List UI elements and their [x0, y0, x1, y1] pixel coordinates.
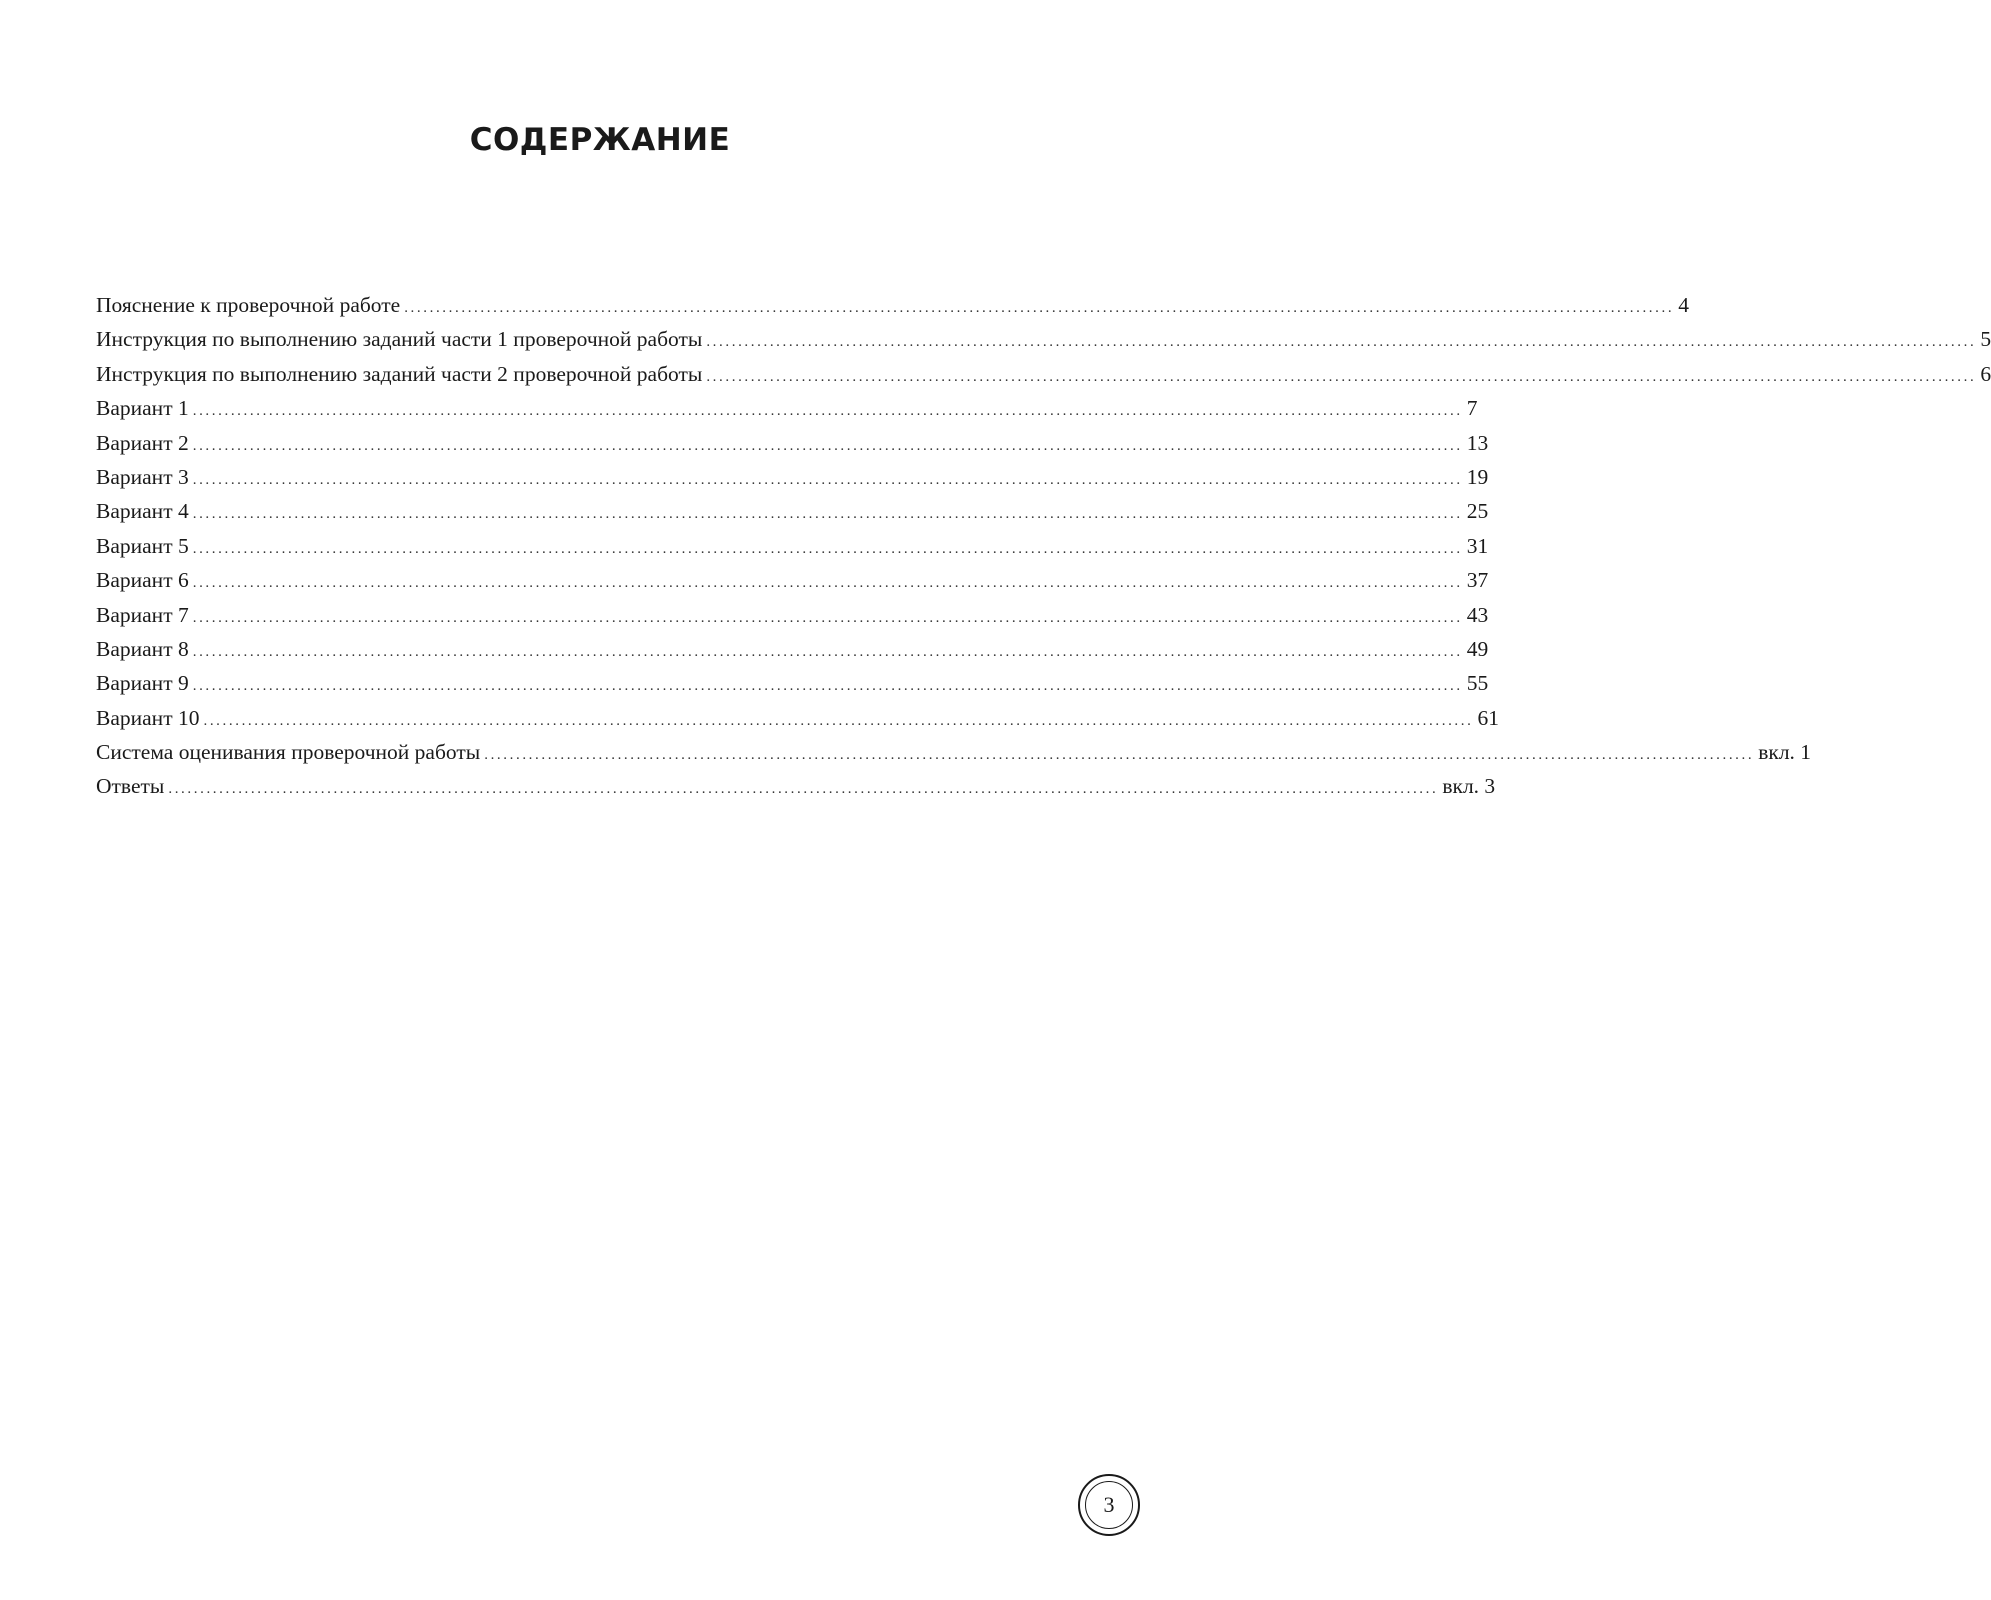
toc-entry-page: вкл. 1	[1758, 740, 1812, 765]
dot-leader: ........................................................................................................................................................................................................	[192, 575, 1463, 592]
dot-leader: ........................................................................................................................................................................................................	[192, 403, 1463, 420]
toc-entry	[96, 426, 1489, 460]
toc-entry-page: 43	[1466, 602, 1489, 627]
toc-entry-page: вкл. 3	[1442, 774, 1496, 799]
dot-leader: ........................................................................................................................................................................................................	[192, 437, 1463, 454]
toc-entry-label: Система оценивания проверочной работы	[96, 740, 481, 765]
toc-entry	[96, 598, 1489, 632]
table-of-contents	[96, 288, 1991, 804]
toc-entry-label: Инструкция по выполнению заданий части 2 проверочной работы	[96, 361, 703, 386]
toc-entry-page: 55	[1466, 671, 1489, 696]
toc-entry-page: 5	[1980, 327, 1991, 352]
page-title: СОДЕРЖАНИЕ	[469, 122, 731, 158]
toc-entry-label: Вариант 6	[96, 568, 189, 593]
page-number: 3	[1085, 1481, 1133, 1529]
toc-entry	[96, 563, 1489, 597]
dot-leader: ........................................................................................................................................................................................................	[168, 781, 1439, 798]
toc-entry-page: 25	[1466, 499, 1489, 524]
dot-leader: ........................................................................................................................................................................................................	[192, 471, 1463, 488]
dot-leader: ........................................................................................................................................................................................................	[192, 506, 1463, 523]
toc-entry-label: Вариант 3	[96, 464, 189, 489]
dot-leader: ........................................................................................................................................................................................................	[484, 747, 1755, 764]
toc-entry	[96, 322, 1991, 356]
toc-entry-page: 49	[1466, 636, 1489, 661]
toc-entry-label: Ответы	[96, 774, 165, 799]
toc-entry	[96, 769, 1496, 803]
toc-entry-page: 6	[1980, 361, 1991, 386]
dot-leader: ........................................................................................................................................................................................................	[203, 712, 1474, 729]
toc-entry	[96, 494, 1489, 528]
toc-entry-page: 4	[1678, 293, 1689, 317]
dot-leader: ........................................................................................................................................................................................................	[192, 540, 1463, 557]
toc-entry-label: Вариант 2	[96, 430, 189, 455]
toc-entry-page: 13	[1466, 430, 1489, 455]
dot-leader: ........................................................................................................................................................................................................	[706, 334, 1977, 351]
page-number-badge	[1078, 1474, 1140, 1536]
toc-entry-label: Пояснение к проверочной работе	[96, 293, 401, 317]
toc-entry	[96, 735, 1812, 769]
toc-entry-label: Вариант 4	[96, 499, 189, 524]
toc-entry	[96, 701, 1499, 735]
toc-entry-page: 61	[1477, 705, 1499, 730]
toc-entry-label: Вариант 1	[96, 396, 189, 421]
dot-leader: ........................................................................................................................................................................................................	[404, 300, 1675, 316]
dot-leader: ........................................................................................................................................................................................................	[192, 643, 1463, 660]
toc-entry	[96, 288, 1689, 322]
toc-entry-label: Инструкция по выполнению заданий части 1 проверочной работы	[96, 327, 703, 352]
toc-entry	[96, 632, 1489, 666]
toc-entry-page: 31	[1466, 533, 1489, 558]
toc-entry-label: Вариант 7	[96, 602, 189, 627]
toc-entry	[96, 357, 1991, 391]
dot-leader: ........................................................................................................................................................................................................	[192, 678, 1463, 695]
toc-entry-page: 37	[1466, 568, 1489, 593]
toc-entry-page: 7	[1466, 396, 1478, 421]
toc-entry-label: Вариант 10	[96, 705, 200, 730]
toc-entry-label: Вариант 9	[96, 671, 189, 696]
toc-entry	[96, 460, 1489, 494]
toc-entry-label: Вариант 8	[96, 636, 189, 661]
toc-entry-page: 19	[1466, 464, 1489, 489]
dot-leader: ........................................................................................................................................................................................................	[706, 368, 1977, 385]
toc-entry	[96, 391, 1478, 425]
dot-leader: ........................................................................................................................................................................................................	[192, 609, 1463, 626]
toc-entry	[96, 666, 1489, 700]
toc-entry-label: Вариант 5	[96, 533, 189, 558]
toc-entry	[96, 529, 1489, 563]
